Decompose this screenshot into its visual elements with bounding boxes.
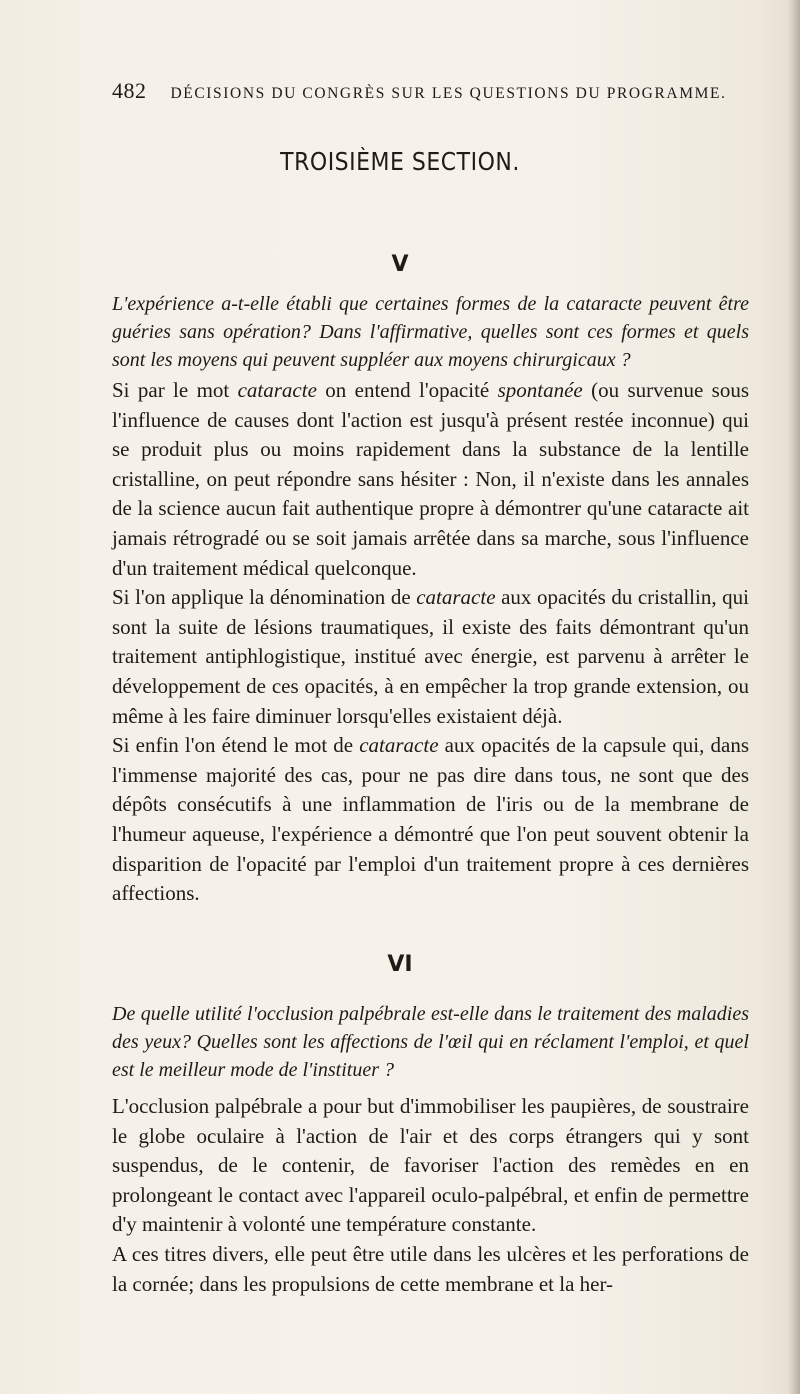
answer-vi [112, 1092, 749, 1299]
answer-vi-paragraph-2: A ces titres divers, elle peut être utile dans les ulcères et les perforations de la cornée; dans les propulsions de cette membrane et la her- [112, 1241, 749, 1296]
question-number-vi: VI [387, 952, 413, 977]
question-number-v: V [391, 252, 409, 277]
question-vi-text: De quelle utilité l'occlusion palpébrale est-elle dans le traitement des maladies des yeux? Quelles sont les affections de l'œil qui en réclament l'emploi, et quel est le meilleur mode de l'instituer ? [112, 1003, 749, 1081]
page-header [112, 78, 752, 108]
answer-v [112, 376, 749, 909]
question-v-text: L'expérience a-t-elle établi que certaines formes de la cataracte peuvent être guéries sans opération? Dans l'affirmative, quelles sont ces formes et quels sont les moyens qui peuvent suppléer aux moyens chirurgicaux ? [112, 293, 749, 371]
answer-v-paragraph-2: Si l'on applique la dénomination de cataracte aux opacités du cristallin, qui sont la suite de lésions traumatiques, il existe des faits démontrant qu'un traitement antiphlogistique, institué avec énergie, est parvenu à arrêter le développement de ces opacités, à en empêcher la trop grande extension, ou même à les faire diminuer lorsqu'elles existaient déjà. [112, 585, 749, 728]
answer-v-paragraph-3: Si enfin l'on étend le mot de cataracte aux opacités de la capsule qui, dans l'immense majorité des cas, pour ne pas dire dans tous, ne sont que des dépôts consécutifs à une inflammation de l'iris ou de la membrane de l'humeur aqueuse, l'expérience a démontré que l'on peut souvent obtenir la disparition de l'opacité par l'emploi d'un traitement propre à ces dernières affections. [112, 733, 749, 906]
answer-v-paragraph-1: Si par le mot cataracte on entend l'opacité spontanée (ou survenue sous l'influence de causes dont l'action est jusqu'à présent restée inconnue) qui se produit plus ou moins rapidement dans la substance de la lentille cristalline, on peut répondre sans hésiter : Non, il n'existe dans les annales de la science aucun fait authentique propre à démontrer qu'une cataracte ait jamais rétrogradé ou se soit jamais arrêtée dans sa marche, sous l'influence d'un traitement médical quelconque. [112, 378, 749, 580]
answer-vi-paragraph-1: L'occlusion palpébrale a pour but d'immobiliser les paupières, de soustraire le globe oculaire à l'action de l'air et des corps étrangers qui y sont suspendus, de le contenir, de favoriser l'action des remèdes en en prolongeant le contact avec l'appareil oculo-palpébral, et enfin de permettre d'y maintenir à volonté une température constante. [112, 1094, 749, 1237]
page-edge-shadow [788, 0, 800, 1394]
page-number: 482 [112, 78, 147, 103]
running-title: DÉCISIONS DU CONGRÈS SUR LES QUESTIONS DU PROGRAMME. [170, 85, 727, 102]
section-title: TROISIÈME SECTION. [280, 148, 520, 177]
